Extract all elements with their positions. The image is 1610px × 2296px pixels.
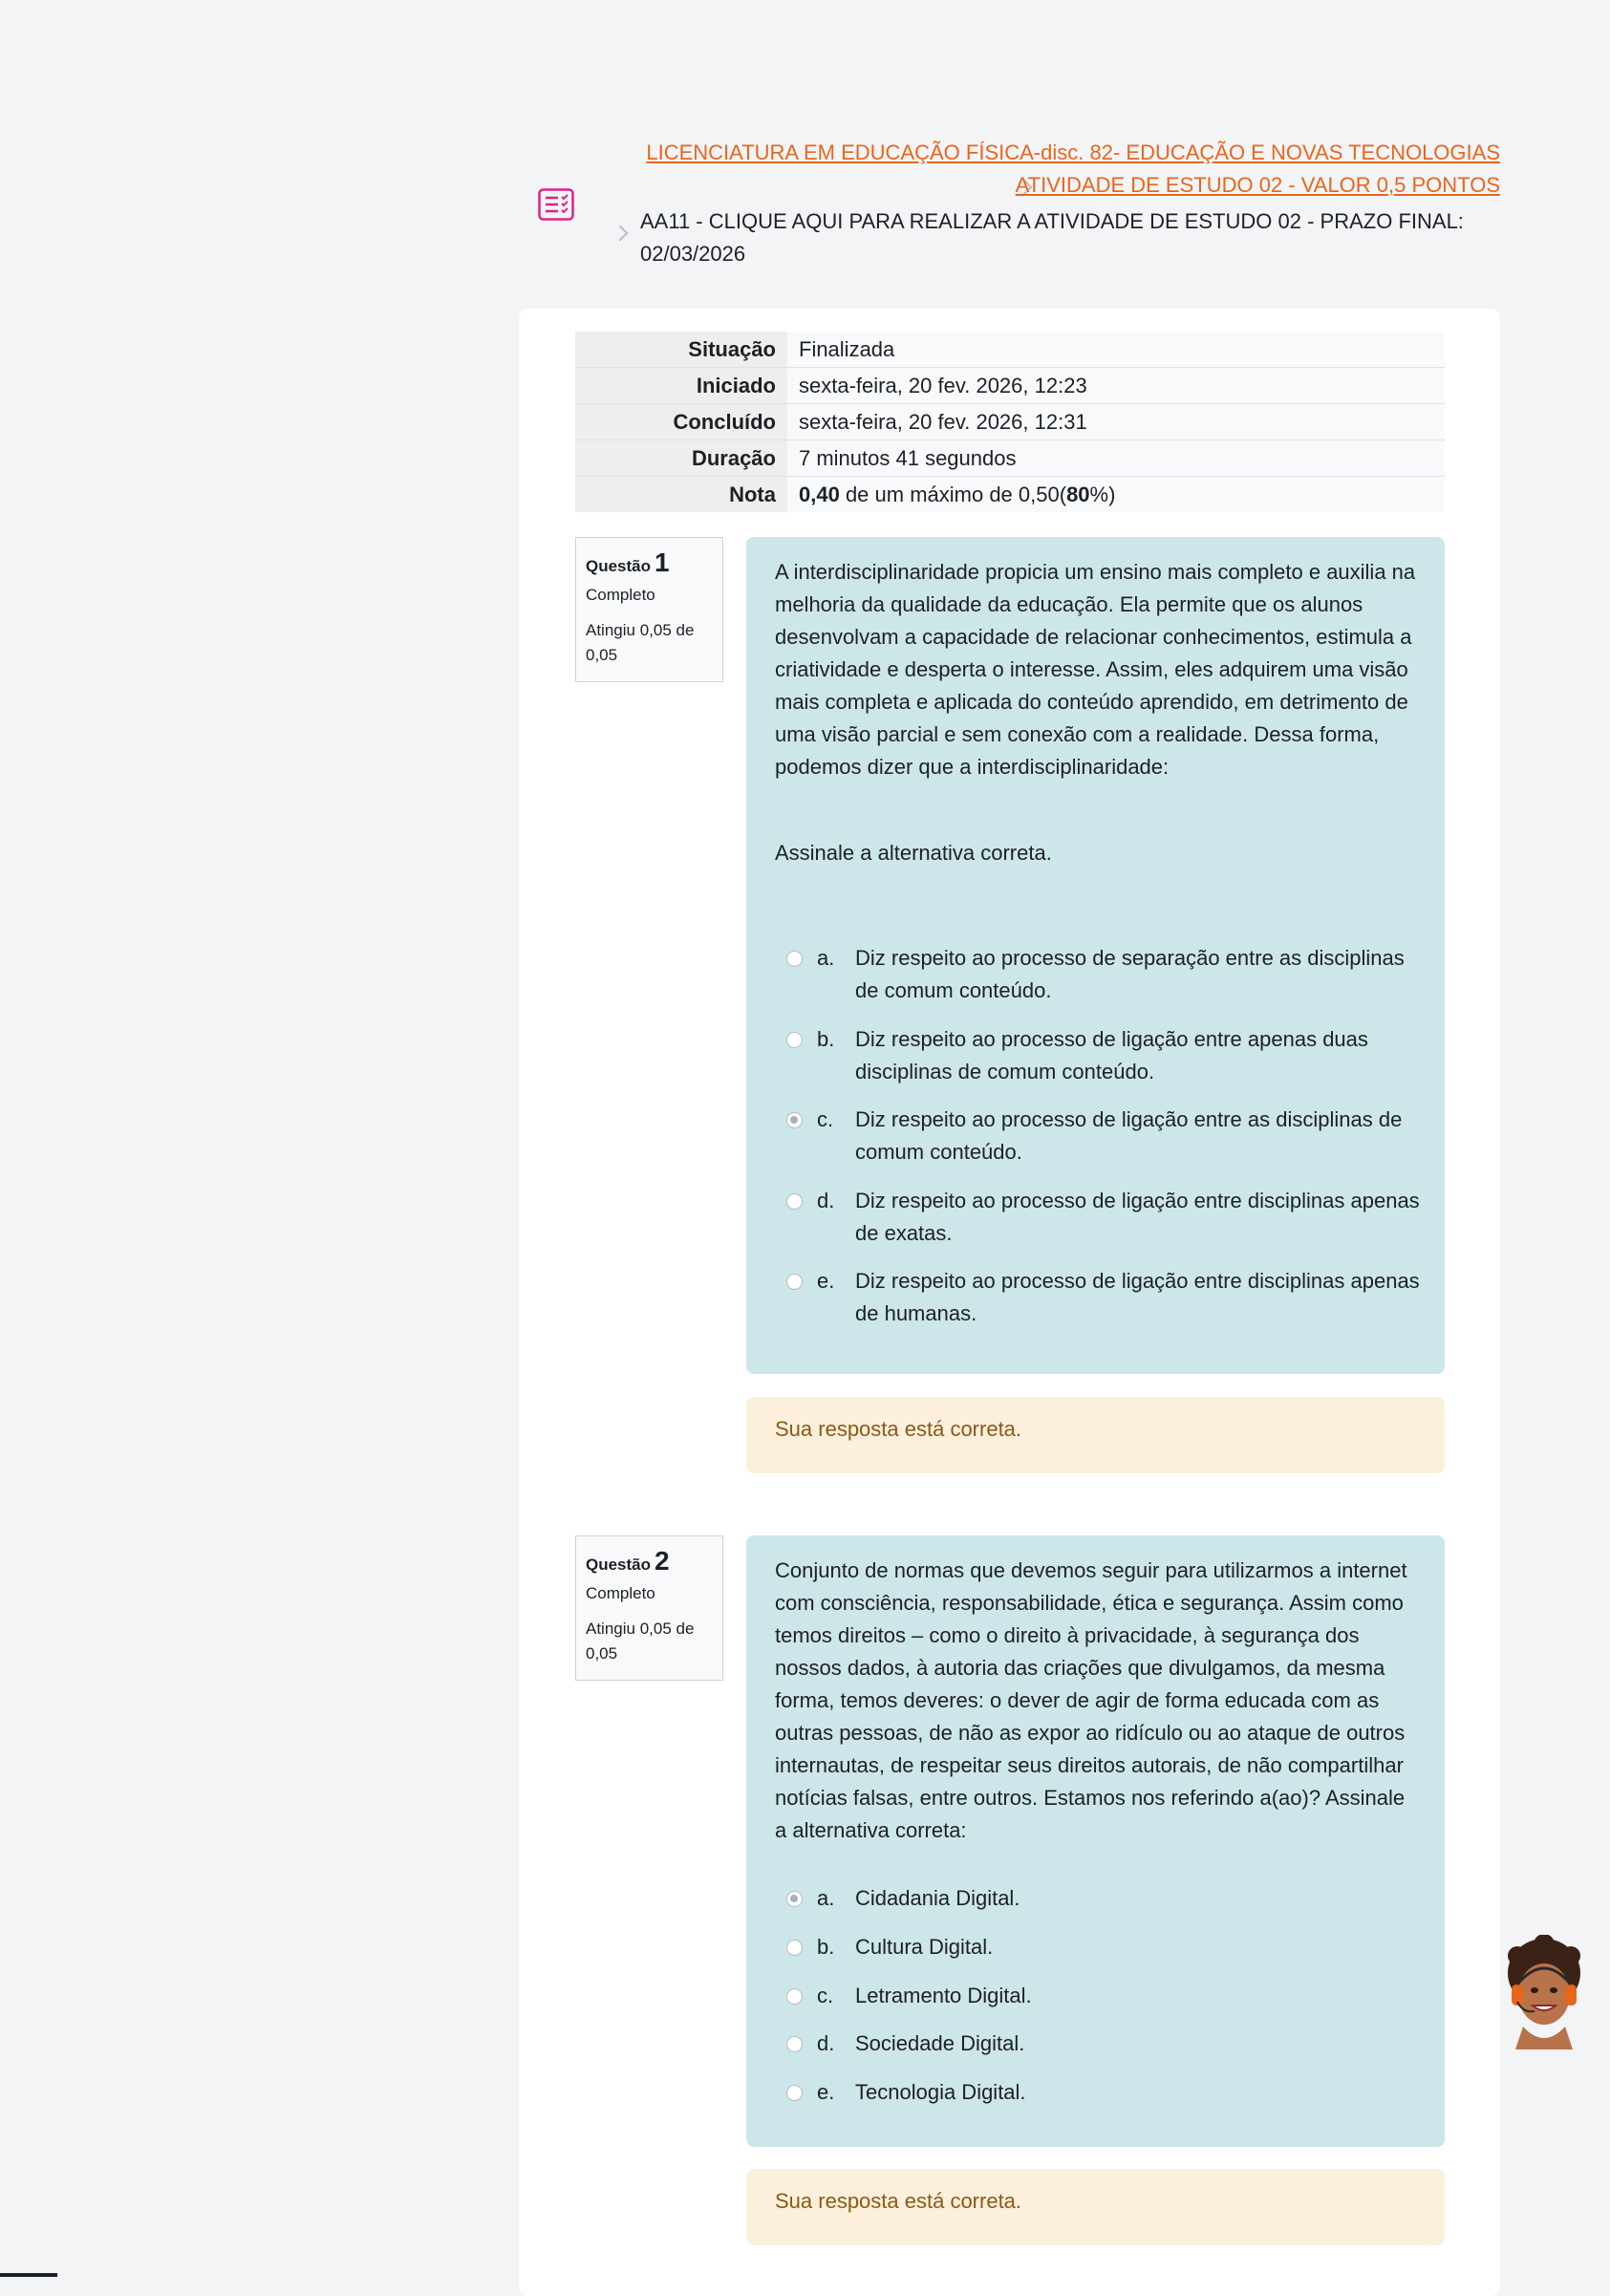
question-content-1: [746, 537, 1445, 1374]
summary-row-iniciado: [575, 367, 1445, 403]
option-text: Tecnologia Digital.: [855, 2080, 1026, 2104]
radio-button-checked[interactable]: [786, 1112, 803, 1128]
summary-row-concluido: [575, 403, 1445, 440]
option-text: Diz respeito ao processo de ligação entre as disciplinas de comum conteúdo.: [855, 1107, 1403, 1164]
summary-value: 7 minutos 41 segundos: [787, 440, 1445, 476]
question-number: Questão 2: [586, 1546, 670, 1576]
option-letter: c.: [817, 1984, 834, 2007]
question-state: Completo: [586, 586, 655, 604]
radio-button[interactable]: [786, 2036, 803, 2052]
grade-max: de um máximo de 0,50(: [839, 483, 1067, 506]
assistant-avatar-icon[interactable]: [1496, 1935, 1592, 2049]
radio-button[interactable]: [786, 1032, 803, 1048]
summary-value-grade: [787, 477, 1445, 512]
option-letter: a.: [817, 946, 835, 970]
question-content-2: [746, 1535, 1445, 2147]
radio-button[interactable]: [786, 1940, 803, 1956]
option-text: Cidadania Digital.: [855, 1886, 1020, 1910]
option-letter: d.: [817, 2031, 835, 2055]
option-text: Letramento Digital.: [855, 1984, 1032, 2007]
summary-row-duracao: [575, 440, 1445, 476]
chevron-right-icon: [612, 225, 629, 242]
question-feedback-2: Sua resposta está correta.: [746, 2169, 1445, 2245]
question-text: Conjunto de normas que devemos seguir para utilizarmos a internet com consciência, responsabilidade, ética e segurança. Assim como temos direitos – como o direito à privacidade, à segurança dos nossos dados, à autoria das criações que divulgamos, da mesma forma, temos deveres: o dever de agir de forma educada com as outras pessoas, de não as expor ao ridículo ou ao ataque de outros internautas, de respeitar seus direitos autorais, de não compartilhar notícias falsas, entre outros. Estamos nos referindo a(ao)? Assinale a alternativa correta:: [775, 1558, 1407, 1842]
radio-button[interactable]: [786, 2085, 803, 2101]
question-number: Questão 1: [586, 547, 670, 577]
question-info-1: [575, 537, 723, 682]
option-letter: c.: [817, 1107, 834, 1131]
question-feedback-1: Sua resposta está correta.: [746, 1397, 1445, 1473]
grade-percent: 80: [1066, 483, 1090, 506]
summary-label: Nota: [575, 477, 787, 512]
breadcrumb-current-activity: AA11 - CLIQUE AQUI PARA REALIZAR A ATIVIDADE DE ESTUDO 02 - PRAZO FINAL: 02/03/2026: [640, 209, 1464, 266]
option-text: Cultura Digital.: [855, 1935, 994, 1959]
question-info-2: [575, 1535, 723, 1681]
breadcrumb-section-link[interactable]: ATIVIDADE DE ESTUDO 02 - VALOR 0,5 PONTOS: [1015, 173, 1500, 197]
option-text: Sociedade Digital.: [855, 2031, 1025, 2055]
question-grade: Atingiu 0,05 de 0,05: [586, 1620, 695, 1663]
question-text: A interdisciplinaridade propicia um ensino mais completo e auxilia na melhoria da qualidade da educação. Ela permite que os alunos desenvolvam a capacidade de relacionar conhecimentos, estimula a criatividade e desperta o interesse. Assim, eles adquirem uma visão mais completa e aplicada do conteúdo aprendido, em detrimento de uma visão parcial e sem conexão com a realidade. Dessa forma, podemos dizer que a interdisciplinaridade:: [775, 560, 1416, 779]
radio-button[interactable]: [786, 1193, 803, 1210]
quiz-icon: [538, 188, 574, 221]
option-letter: a.: [817, 1886, 835, 1910]
option-letter: b.: [817, 1935, 835, 1959]
question-state: Completo: [586, 1584, 655, 1602]
option-letter: b.: [817, 1027, 835, 1051]
breadcrumb-course-link[interactable]: LICENCIATURA EM EDUCAÇÃO FÍSICA-disc. 82- EDUCAÇÃO E NOVAS TECNOLOGIAS: [646, 140, 1500, 164]
grade-score: 0,40: [799, 483, 840, 506]
radio-button[interactable]: [786, 1988, 803, 2005]
summary-label: Duração: [575, 440, 787, 476]
option-text: Diz respeito ao processo de ligação entre disciplinas apenas de exatas.: [855, 1189, 1420, 1245]
radio-button-checked[interactable]: [786, 1891, 803, 1907]
option-text: Diz respeito ao processo de ligação entre apenas duas disciplinas de comum conteúdo.: [855, 1027, 1368, 1084]
summary-row-situacao: [575, 332, 1445, 367]
summary-value: sexta-feira, 20 fev. 2026, 12:31: [787, 404, 1445, 440]
grade-end: %): [1089, 483, 1116, 506]
option-letter: e.: [817, 2080, 835, 2104]
option-letter: d.: [817, 1189, 835, 1212]
summary-row-nota: [575, 476, 1445, 512]
question-instruction: Assinale a alternativa correta.: [775, 841, 1052, 865]
divider: [0, 2273, 57, 2277]
option-letter: e.: [817, 1269, 835, 1293]
question-grade: Atingiu 0,05 de 0,05: [586, 621, 695, 664]
radio-button[interactable]: [786, 1274, 803, 1290]
attempt-summary-table: [575, 332, 1445, 512]
option-text: Diz respeito ao processo de separação entre as disciplinas de comum conteúdo.: [855, 946, 1405, 1002]
option-text: Diz respeito ao processo de ligação entre disciplinas apenas de humanas.: [855, 1269, 1420, 1325]
summary-label: Situação: [575, 332, 787, 367]
summary-value: Finalizada: [787, 332, 1445, 367]
summary-value: sexta-feira, 20 fev. 2026, 12:23: [787, 368, 1445, 403]
summary-label: Iniciado: [575, 368, 787, 403]
radio-button[interactable]: [786, 951, 803, 967]
summary-label: Concluído: [575, 404, 787, 440]
